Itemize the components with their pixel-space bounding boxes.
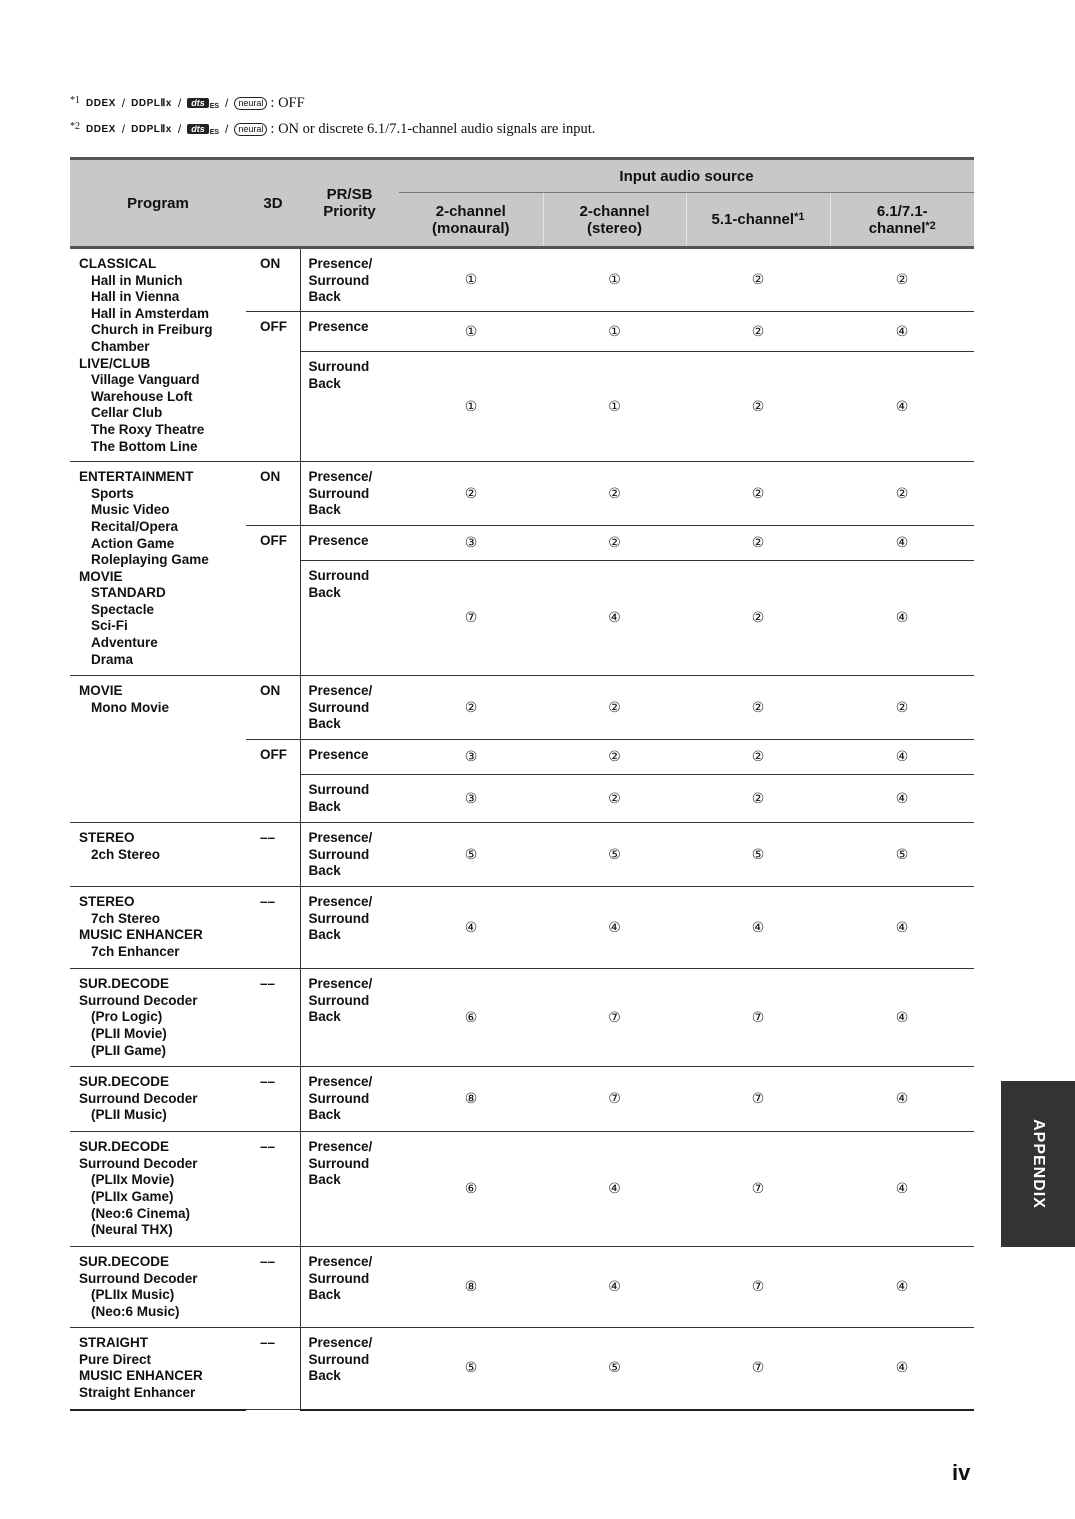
mode-number-cell: ②	[686, 462, 830, 526]
mode-number-cell: ④	[830, 1067, 974, 1132]
program-cell	[70, 887, 246, 969]
priority-line: Back	[308, 1107, 341, 1123]
program-category: Straight Enhancer	[79, 1384, 196, 1400]
priority-line: Back	[308, 1287, 341, 1303]
priority-line: Presence/	[308, 1074, 373, 1090]
table-row	[70, 1132, 974, 1247]
program-subitem: The Roxy Theatre	[91, 421, 205, 437]
table-row	[70, 462, 974, 526]
mode-number-cell: ⑦	[543, 1067, 686, 1132]
table-row	[70, 887, 974, 969]
mode-number-cell: ③	[399, 775, 543, 823]
priority-line: Presence/	[308, 256, 373, 271]
program-subitem: Church in Freiburg	[91, 322, 213, 338]
mode-number-cell: ⑦	[686, 1067, 830, 1132]
dolby-pro-logic-iix-logo: DDPLⅡx	[131, 123, 172, 135]
priority-cell	[300, 312, 399, 352]
three-d-cell: ––	[246, 1067, 300, 1132]
program-subitem: Chamber	[91, 338, 150, 354]
dolby-pro-logic-iix-logo: DDPLⅡx	[131, 97, 172, 109]
header-line: 2-channel	[435, 202, 506, 220]
mode-number-cell: ①	[399, 248, 543, 312]
priority-line: Back	[308, 927, 341, 943]
footnote-2	[70, 116, 595, 142]
priority-cell	[300, 676, 399, 740]
dts-logo: dts	[187, 124, 209, 134]
priority-cell	[300, 775, 399, 823]
dolby-digital-ex-logo: DDEX	[86, 123, 116, 135]
priority-cell	[300, 352, 399, 462]
program-subitem: Hall in Munich	[91, 272, 183, 288]
priority-cell	[300, 462, 399, 526]
mode-number-cell: ④	[830, 1328, 974, 1410]
priority-cell	[300, 1328, 399, 1410]
separator: /	[177, 122, 182, 136]
mode-number-cell: ②	[686, 740, 830, 775]
mode-number-cell: ②	[399, 462, 543, 526]
header-input-audio-source: Input audio source	[399, 159, 974, 193]
separator: /	[121, 122, 126, 136]
mode-number-cell: ②	[830, 676, 974, 740]
footnote-text: : ON or discrete 6.1/7.1-channel audio signals are input.	[270, 120, 596, 137]
mode-number-cell: ④	[830, 1132, 974, 1247]
header-prsb-line1: PR/SB	[326, 186, 373, 203]
program-subitem: Warehouse Loft	[91, 388, 193, 404]
program-category: SUR.DECODE	[79, 1074, 170, 1090]
mode-number-cell: ④	[830, 352, 974, 462]
program-subitem: Sci-Fi	[91, 618, 128, 634]
priority-line: Presence/	[308, 683, 373, 699]
priority-line: Surround	[308, 910, 370, 926]
program-category: Surround Decoder	[79, 1090, 198, 1106]
table-row	[70, 676, 974, 740]
program-subitem: (Neo:6 Cinema)	[91, 1205, 191, 1221]
program-subitem: (PLII Music)	[91, 1107, 167, 1123]
program-category: MUSIC ENHANCER	[79, 1368, 203, 1384]
mode-number-cell: ①	[543, 312, 686, 352]
priority-line: Surround	[308, 1270, 370, 1286]
priority-cell	[300, 526, 399, 561]
priority-cell	[300, 1132, 399, 1247]
neural-logo: neural	[234, 123, 267, 136]
program-category: Surround Decoder	[79, 1155, 198, 1171]
program-subitem: Adventure	[91, 635, 158, 651]
header-program: Program	[70, 159, 246, 248]
program-subitem: Roleplaying Game	[91, 552, 209, 568]
mode-number-cell: ⑦	[399, 561, 543, 676]
header-footnote-mark: *2	[925, 219, 936, 232]
program-category: LIVE/CLUB	[79, 355, 151, 371]
priority-cell	[300, 887, 399, 969]
program-cell	[70, 1328, 246, 1410]
priority-line: Back	[308, 1368, 341, 1384]
program-subitem: 7ch Stereo	[91, 910, 161, 926]
program-category: SUR.DECODE	[79, 1254, 170, 1270]
mode-number-cell: ④	[543, 1132, 686, 1247]
page-number: iv	[952, 1460, 971, 1485]
mode-number-cell: ⑦	[543, 969, 686, 1067]
priority-line: Surround	[308, 699, 370, 715]
program-category: MUSIC ENHANCER	[79, 927, 203, 943]
mode-number-cell: ③	[399, 526, 543, 561]
table-row	[70, 248, 974, 312]
program-category: Surround Decoder	[79, 1270, 198, 1286]
mode-number-cell: ④	[543, 561, 686, 676]
priority-line: Presence	[308, 533, 369, 549]
priority-line: Surround	[308, 782, 370, 798]
program-subitem: Cellar Club	[91, 405, 163, 421]
dts-es-label: ES	[209, 102, 220, 110]
mode-number-cell: ④	[543, 1247, 686, 1328]
program-subitem: (PLII Game)	[91, 1042, 167, 1058]
mode-number-cell: ①	[543, 248, 686, 312]
three-d-cell: OFF	[246, 740, 300, 823]
priority-cell	[300, 561, 399, 676]
three-d-cell: ––	[246, 969, 300, 1067]
mode-number-cell: ②	[686, 248, 830, 312]
program-subitem: (PLIIx Music)	[91, 1287, 175, 1303]
program-cell	[70, 823, 246, 887]
program-subitem: Hall in Vienna	[91, 289, 180, 305]
priority-line: Presence/	[308, 1139, 373, 1155]
priority-line: Back	[308, 1009, 341, 1025]
program-category: ENTERTAINMENT	[79, 469, 194, 485]
header-3d: 3D	[246, 159, 300, 248]
separator: /	[225, 96, 229, 110]
dolby-digital-ex-logo: DDEX	[86, 97, 116, 109]
program-subitem: The Bottom Line	[91, 438, 198, 454]
priority-line: Presence/	[308, 469, 373, 485]
program-subitem: (PLII Movie)	[91, 1025, 167, 1041]
priority-line: Back	[308, 716, 341, 732]
priority-cell	[300, 1067, 399, 1132]
mode-number-cell: ②	[686, 312, 830, 352]
mode-number-cell: ⑧	[399, 1247, 543, 1328]
header-line: (stereo)	[586, 219, 642, 237]
mode-number-cell: ④	[830, 969, 974, 1067]
footnotes	[70, 90, 595, 142]
priority-line: Back	[308, 289, 341, 305]
header-line: 5.1-channel	[711, 211, 795, 228]
priority-line: Presence/	[308, 976, 373, 992]
mode-number-cell: ⑤	[543, 1328, 686, 1410]
program-subitem: Sports	[91, 485, 134, 501]
mode-number-cell: ②	[686, 526, 830, 561]
footnote-mark: *2	[70, 120, 80, 132]
mode-number-cell: ④	[830, 561, 974, 676]
priority-line: Presence	[308, 747, 369, 763]
program-priority-table	[70, 157, 974, 1411]
program-subitem: 7ch Enhancer	[91, 943, 180, 959]
header-line: (monaural)	[431, 219, 510, 237]
program-subitem: STANDARD	[91, 585, 166, 601]
header-line: 6.1/7.1-	[876, 202, 928, 220]
mode-number-cell: ⑤	[399, 1328, 543, 1410]
dts-logo: dts	[187, 98, 209, 108]
mode-number-cell: ④	[686, 887, 830, 969]
mode-number-cell: ⑤	[543, 823, 686, 887]
program-category: MOVIE	[79, 568, 123, 584]
program-subitem: Recital/Opera	[91, 518, 179, 534]
mode-number-cell: ①	[399, 312, 543, 352]
mode-number-cell: ④	[399, 887, 543, 969]
table-row	[70, 969, 974, 1067]
priority-cell	[300, 248, 399, 312]
three-d-cell: OFF	[246, 312, 300, 462]
table-body	[70, 248, 974, 1410]
priority-line: Presence/	[308, 1335, 373, 1351]
program-category: MOVIE	[79, 683, 123, 699]
program-cell	[70, 248, 246, 462]
mode-number-cell: ⑦	[686, 969, 830, 1067]
table-row	[70, 823, 974, 887]
dts-es-label: ES	[209, 128, 220, 136]
priority-line: Back	[308, 1172, 341, 1188]
three-d-cell: ––	[246, 1247, 300, 1328]
mode-number-cell: ②	[543, 526, 686, 561]
program-subitem: (Neural THX)	[91, 1222, 173, 1238]
program-subitem: (PLIIx Movie)	[91, 1172, 175, 1188]
program-category: Surround Decoder	[79, 992, 198, 1008]
mode-number-cell: ②	[543, 775, 686, 823]
program-subitem: (Pro Logic)	[91, 1009, 163, 1025]
mode-number-cell: ②	[686, 676, 830, 740]
program-category: STEREO	[79, 894, 135, 910]
three-d-cell: ON	[246, 248, 300, 312]
program-cell	[70, 1247, 246, 1328]
mode-number-cell: ⑦	[686, 1247, 830, 1328]
program-subitem: Village Vanguard	[91, 372, 200, 388]
header-6-1-7-1-channel	[830, 193, 974, 248]
program-subitem: Spectacle	[91, 601, 155, 617]
appendix-side-tab	[1001, 1081, 1075, 1247]
program-category: SUR.DECODE	[79, 976, 170, 992]
priority-line: Presence/	[308, 830, 373, 846]
header-5-1-channel	[686, 193, 830, 248]
header-2ch-monaural	[399, 193, 543, 248]
footnote-mark: *1	[70, 94, 80, 106]
header-line: channel	[868, 219, 926, 237]
mode-number-cell: ⑥	[399, 969, 543, 1067]
three-d-cell: ––	[246, 887, 300, 969]
program-subitem: (PLIIx Game)	[91, 1188, 174, 1204]
header-prsb-line2: Priority	[323, 203, 376, 220]
priority-cell	[300, 969, 399, 1067]
footnote-1	[70, 90, 595, 116]
mode-number-cell: ④	[830, 526, 974, 561]
priority-cell	[300, 1247, 399, 1328]
mode-number-cell: ②	[543, 676, 686, 740]
appendix-label: APPENDIX	[1030, 1119, 1047, 1209]
mode-number-cell: ⑤	[830, 823, 974, 887]
header-footnote-mark: *1	[794, 211, 805, 223]
program-category: CLASSICAL	[79, 256, 157, 271]
mode-number-cell: ②	[399, 676, 543, 740]
priority-cell	[300, 740, 399, 775]
three-d-cell: ON	[246, 676, 300, 740]
program-subitem: Mono Movie	[91, 699, 169, 715]
program-cell	[70, 676, 246, 823]
mode-number-cell: ①	[543, 352, 686, 462]
priority-line: Surround	[308, 846, 370, 862]
program-subitem: Action Game	[91, 535, 175, 551]
mode-number-cell: ③	[399, 740, 543, 775]
priority-line: Surround	[308, 568, 370, 584]
program-subitem: (Neo:6 Music)	[91, 1303, 180, 1319]
priority-line: Surround	[308, 272, 370, 288]
program-subitem: Music Video	[91, 502, 170, 518]
mode-number-cell: ⑦	[686, 1328, 830, 1410]
priority-line: Surround	[308, 1155, 370, 1171]
mode-number-cell: ②	[830, 248, 974, 312]
mode-number-cell: ①	[399, 352, 543, 462]
program-category: STEREO	[79, 830, 135, 846]
mode-number-cell: ④	[830, 775, 974, 823]
three-d-cell: ON	[246, 462, 300, 526]
header-2ch-stereo	[543, 193, 686, 248]
program-cell	[70, 462, 246, 676]
program-category: STRAIGHT	[79, 1335, 148, 1351]
priority-line: Presence	[308, 319, 369, 334]
three-d-cell: OFF	[246, 526, 300, 676]
priority-line: Back	[308, 584, 341, 600]
mode-number-cell: ②	[686, 352, 830, 462]
mode-number-cell: ②	[686, 561, 830, 676]
neural-logo: neural	[234, 97, 267, 110]
mode-number-cell: ②	[543, 740, 686, 775]
three-d-cell: ––	[246, 823, 300, 887]
priority-line: Surround	[308, 992, 370, 1008]
header-prsb-priority	[300, 159, 399, 248]
priority-line: Presence/	[308, 894, 373, 910]
mode-number-cell: ⑦	[686, 1132, 830, 1247]
program-cell	[70, 969, 246, 1067]
priority-line: Surround	[308, 359, 370, 375]
priority-line: Surround	[308, 1090, 370, 1106]
mode-number-cell: ④	[830, 740, 974, 775]
mode-number-cell: ②	[543, 462, 686, 526]
three-d-cell: ––	[246, 1328, 300, 1410]
separator: /	[225, 122, 229, 136]
program-category: SUR.DECODE	[79, 1139, 170, 1155]
program-cell	[70, 1067, 246, 1132]
priority-line: Back	[308, 375, 341, 391]
table-row	[70, 1247, 974, 1328]
three-d-cell: ––	[246, 1132, 300, 1247]
mode-number-cell: ②	[830, 462, 974, 526]
priority-line: Back	[308, 863, 341, 879]
mode-number-cell: ④	[830, 887, 974, 969]
priority-cell	[300, 823, 399, 887]
mode-number-cell: ⑧	[399, 1067, 543, 1132]
mode-number-cell: ④	[543, 887, 686, 969]
mode-number-cell: ④	[830, 312, 974, 352]
program-category: Pure Direct	[79, 1351, 152, 1367]
program-subitem: 2ch Stereo	[91, 846, 161, 862]
program-cell	[70, 1132, 246, 1247]
separator: /	[177, 96, 182, 110]
separator: /	[121, 96, 126, 110]
priority-line: Back	[308, 502, 341, 518]
mode-number-cell: ④	[830, 1247, 974, 1328]
priority-line: Back	[308, 798, 341, 814]
table-row	[70, 1067, 974, 1132]
program-subitem: Hall in Amsterdam	[91, 305, 210, 321]
priority-line: Presence/	[308, 1254, 373, 1270]
footnote-text: : OFF	[270, 94, 305, 111]
table-row	[70, 1328, 974, 1410]
priority-line: Surround	[308, 1351, 370, 1367]
mode-number-cell: ⑥	[399, 1132, 543, 1247]
mode-number-cell: ⑤	[686, 823, 830, 887]
mode-number-cell: ⑤	[399, 823, 543, 887]
mode-number-cell: ②	[686, 775, 830, 823]
program-subitem: Drama	[91, 651, 134, 667]
header-line: 2-channel	[579, 202, 650, 220]
priority-line: Surround	[308, 485, 370, 501]
